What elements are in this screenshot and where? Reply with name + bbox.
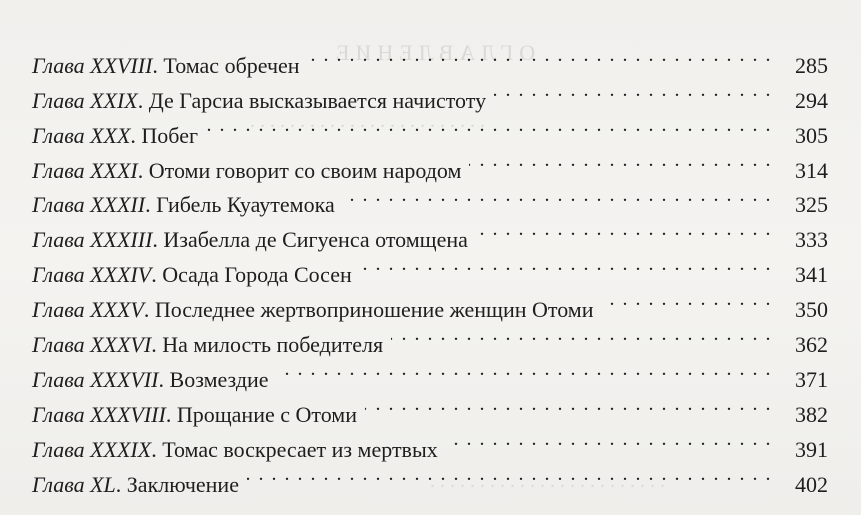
page-number: 402 (795, 471, 828, 497)
chapter-label: Глава XXXV (32, 297, 144, 323)
chapter-label: Глава XXX (32, 122, 131, 148)
dot-leader (602, 282, 772, 317)
toc-entry (32, 38, 828, 78)
chapter-title: Прощание с Отоми (176, 401, 358, 427)
chapter-label: Глава XXXVII (32, 366, 159, 392)
label-separator: . (130, 122, 142, 148)
chapter-title: Возмездие (169, 366, 269, 392)
page-number: 285 (795, 52, 828, 78)
show-through-text: ОГЛАВЛЕНИЕ (330, 40, 536, 65)
dot-leader (343, 178, 772, 213)
dot-leader (469, 143, 772, 178)
label-separator: . (151, 332, 163, 358)
page-number: 294 (795, 87, 828, 113)
chapter-title: Томас обречен (163, 52, 300, 78)
label-separator: . (152, 227, 164, 253)
chapter-title: Гибель Куаутемока (156, 192, 335, 218)
label-separator: . (165, 401, 177, 427)
chapter-label: Глава XL (32, 471, 116, 497)
page-number: 350 (795, 297, 828, 323)
label-separator: . (137, 87, 149, 113)
label-separator: . (137, 157, 149, 183)
dot-leader (365, 387, 772, 422)
label-separator: . (152, 52, 164, 78)
show-through-text: . . . . . . . . . . . . . . . . . . . . . . . . (430, 470, 665, 492)
chapter-title: На милость победителя (162, 332, 384, 358)
page-number: 325 (795, 192, 828, 218)
dot-leader (360, 247, 772, 282)
chapter-title: Осада Города Сосен (162, 262, 352, 288)
page-number: 382 (795, 401, 828, 427)
chapter-title: Томас воскресает из мертвых (162, 436, 438, 462)
dot-leader (476, 212, 772, 247)
chapter-title: Заключение (126, 471, 239, 497)
chapter-label: Глава XXXIII (32, 227, 153, 253)
dot-leader (494, 73, 772, 108)
page-number: 371 (795, 366, 828, 392)
show-through-text: . . . . . . . . . . . . . . . . . . . . . . . . (250, 110, 485, 132)
dot-leader (206, 108, 772, 143)
page-number: 391 (795, 436, 828, 462)
chapter-label: Глава XXIX (32, 87, 138, 113)
page-number: 341 (795, 262, 828, 288)
page-number: 305 (795, 122, 828, 148)
chapter-label: Глава XXVIII (32, 52, 153, 78)
page-number: 362 (795, 332, 828, 358)
chapter-title: Изабелла де Сигуенса отомщена (163, 227, 468, 253)
chapter-label: Глава XXXII (32, 192, 146, 218)
page-number: 314 (795, 157, 828, 183)
dot-leader (247, 457, 772, 492)
chapter-label: Глава XXXVI (32, 332, 152, 358)
chapter-title: Де Гарсиа высказывается начистоту (148, 87, 487, 113)
label-separator: . (145, 192, 157, 218)
dot-leader (391, 317, 772, 352)
dot-leader (446, 422, 772, 457)
chapter-label: Глава XXXIV (32, 262, 152, 288)
page-number: 333 (795, 227, 828, 253)
label-separator: . (115, 471, 127, 497)
chapter-label: Глава XXXIX (32, 436, 152, 462)
chapter-title: Побег (141, 122, 199, 148)
chapter-label: Глава XXXI (32, 157, 138, 183)
dot-leader (308, 38, 772, 73)
label-separator: . (143, 297, 155, 323)
label-separator: . (151, 262, 163, 288)
chapter-title: Отоми говорит со своим народом (148, 157, 462, 183)
label-separator: . (151, 436, 163, 462)
dot-leader (277, 352, 772, 387)
table-of-contents (32, 38, 828, 497)
chapter-label: Глава XXXVIII (32, 401, 166, 427)
label-separator: . (158, 366, 170, 392)
chapter-title: Последнее жертвоприношение женщин Отоми (154, 297, 594, 323)
